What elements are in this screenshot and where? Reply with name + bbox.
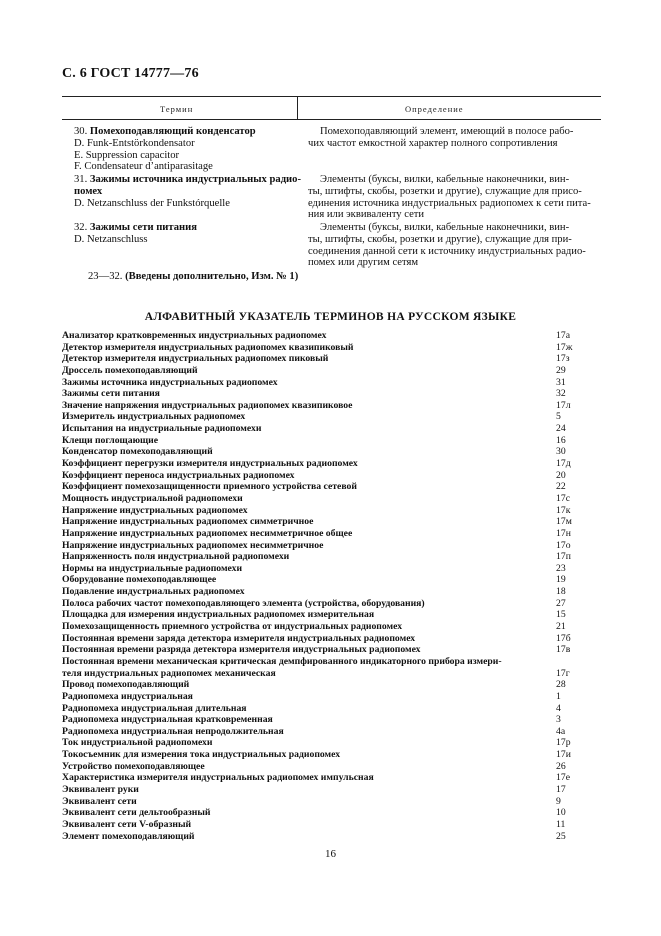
index-entry <box>62 679 601 691</box>
definition-line: ния или эквиваленту сети <box>308 209 425 221</box>
index-entry-term: Детектор измерителя индустриальных радиопомех пиковый <box>62 353 329 365</box>
index-entry-number: 18 <box>556 586 566 598</box>
index-entry-term: Клещи поглощающие <box>62 434 159 446</box>
term-number: 31. <box>74 174 88 185</box>
index-entry-number: 24 <box>556 423 566 435</box>
index-entry <box>62 423 601 435</box>
index-entry-number: 31 <box>556 376 566 388</box>
index-entry-term: Напряжение индустриальных радиопомех несимметричное общее <box>62 527 353 539</box>
index-entry-number: 29 <box>556 364 566 376</box>
index-entry <box>62 458 601 470</box>
index-entry-term: Напряжение индустриальных радиопомех <box>62 504 248 516</box>
index-entry-number: 4а <box>556 725 566 737</box>
index-entry <box>62 493 601 505</box>
index-entry-term-line: теля индустриальных радиопомех механическая <box>62 667 276 679</box>
index-entry-number: 10 <box>556 807 566 819</box>
index-entry-number: 17а <box>556 330 570 341</box>
index-entry-number: 17е <box>556 772 570 784</box>
index-entry <box>62 749 601 761</box>
index-title: АЛФАВИТНЫЙ УКАЗАТЕЛЬ ТЕРМИНОВ НА РУССКОМ ЯЗЫКЕ <box>144 311 517 323</box>
index-entry <box>62 365 601 377</box>
index-entry-term: Площадка для измерения индустриальных радиопомех измерительная <box>62 609 375 621</box>
index-entry-number: 17л <box>556 399 571 411</box>
index-entry <box>62 540 601 552</box>
index-entry-term: Зажимы сети питания <box>62 388 160 400</box>
index-entry-number: 17м <box>556 516 572 528</box>
index-entry <box>62 598 601 610</box>
index-entry-term: Анализатор кратковременных индустриальных радиопомех <box>62 330 327 341</box>
term-number: 32. <box>74 222 88 233</box>
table-top-rule <box>62 96 601 97</box>
amendment-prefix: 23—32. <box>88 271 123 282</box>
definition-line: Элементы (буксы, вилки, кабельные наконечники, вин- <box>320 174 570 185</box>
index-entry <box>62 470 601 482</box>
index-entry <box>62 446 601 458</box>
amendment-text: (Введены дополнительно, Изм. № 1) <box>125 271 299 282</box>
index-entry-term: Эквивалент сети V-образный <box>62 818 192 830</box>
index-entry <box>62 342 601 354</box>
index-entry <box>62 388 601 400</box>
index-entry-number: 5 <box>556 411 561 423</box>
index-entry-term: Элемент помехоподавляющий <box>62 830 195 842</box>
index-entry-number: 17и <box>556 749 571 761</box>
index-entry-term: Конденсатор помехоподавляющий <box>62 446 213 458</box>
index-entry-term: Дроссель помехоподавляющий <box>62 364 198 376</box>
index-entry-number: 17р <box>556 737 571 749</box>
column-header-definition: Определение <box>405 104 464 114</box>
index-entry-term: Устройство помехоподавляющее <box>62 760 205 772</box>
index-entry-term <box>62 656 502 679</box>
index-entry-term: Оборудование помехоподавляющее <box>62 574 217 586</box>
index-entry-term: Радиопомеха индустриальная кратковременная <box>62 714 273 726</box>
index-entry-number: 30 <box>556 446 566 458</box>
index-entry <box>62 807 601 819</box>
term-entry-31 <box>74 174 301 209</box>
index-entry <box>62 644 601 656</box>
index-entry <box>62 819 601 831</box>
index-entry <box>62 714 601 726</box>
index-entry-number: 17с <box>556 492 570 504</box>
index-entry-number: 17ж <box>556 341 573 353</box>
index-entry <box>62 784 601 796</box>
amendment-note <box>88 271 298 283</box>
index-entry <box>62 481 601 493</box>
index-entry-term: Радиопомеха индустриальная длительная <box>62 702 247 714</box>
term-name: Помехоподавляющий конденсатор <box>89 126 256 137</box>
index-entry-number: 3 <box>556 714 561 726</box>
index-entry <box>62 563 601 575</box>
index-entry-number: 17 <box>556 784 566 795</box>
index-entry-term: Токосъемник для измерения тока индустриальных радиопомех <box>62 749 341 761</box>
index-entry-number: 17з <box>556 353 570 365</box>
term-entry-32 <box>74 222 197 246</box>
index-entry <box>62 761 601 773</box>
definition-line: единения источника индустриальных радиопомех к сети пита- <box>308 197 591 209</box>
term-name: Зажимы источника индустриальных радио- <box>89 174 301 185</box>
index-entry <box>62 551 601 563</box>
definition-line: ты, штифты, скобы, розетки и другие), служащие для при- <box>308 233 572 245</box>
index-entry-term: Характеристика измерителя индустриальных радиопомех импульсная <box>62 772 374 784</box>
index-entry <box>62 330 601 342</box>
index-entry-number: 32 <box>556 388 566 400</box>
index-entry-number: 17к <box>556 504 571 516</box>
index-entry-number: 1 <box>556 690 561 702</box>
index-entry-term: Коэффициент помехозащищенности приемного устройства сетевой <box>62 481 357 493</box>
index-entry-term: Радиопомеха индустриальная <box>62 690 193 702</box>
definition-line: соединения данной сети к источнику индустриальных радио- <box>308 245 586 257</box>
index-entry-number: 25 <box>556 830 566 842</box>
term-german: D. Netzanschluss der Funkstórquelle <box>74 197 230 209</box>
index-entry-number: 17в <box>556 644 571 656</box>
index-entry-term: Эквивалент сети дельтообразный <box>62 807 211 819</box>
index-entry-term: Постоянная времени заряда детектора измерителя индустриальных радиопомех <box>62 632 416 644</box>
index-entry-term: Полоса рабочих частот помехоподавляющего элемента (устройства, оборудования) <box>62 597 425 609</box>
page-number: 16 <box>325 848 336 860</box>
term-entry-30 <box>74 126 256 173</box>
index-entry-term: Испытания на индустриальные радиопомехи <box>62 423 262 435</box>
index-entry-number: 9 <box>556 795 561 807</box>
index-entry-term: Напряжение индустриальных радиопомех несимметричное <box>62 539 324 551</box>
index-entry-number: 11 <box>556 818 566 830</box>
index-entry-term: Постоянная времени разряда детектора измерителя индустриальных радиопомех <box>62 644 421 656</box>
definition-line: чих частот емкостной характер полного сопротивления <box>308 137 558 149</box>
index-entry-number: 21 <box>556 621 566 633</box>
definition-30 <box>308 126 573 150</box>
index-entry <box>62 656 601 679</box>
index-entry <box>62 400 601 412</box>
index-entry-number: 20 <box>556 469 566 481</box>
index-entry <box>62 633 601 645</box>
index-entry <box>62 691 601 703</box>
index-entry-term: Зажимы источника индустриальных радиопомех <box>62 376 278 388</box>
column-header-term: Термин <box>160 104 194 114</box>
index-entry-number: 4 <box>556 702 561 714</box>
index-entry-term: Эквивалент сети <box>62 795 137 807</box>
index-entry-term: Детектор измерителя индустриальных радиопомех квазипиковый <box>62 341 354 353</box>
index-entry-term: Коэффициент перегрузки измерителя индустриальных радиопомех <box>62 458 358 470</box>
definition-31 <box>308 174 591 221</box>
index-entry-number: 17н <box>556 527 571 539</box>
definition-line: ты, штифты, скобы, розетки и другие), служащие для присо- <box>308 185 582 197</box>
index-entry-term: Напряжение индустриальных радиопомех симметричное <box>62 516 314 528</box>
term-english: E. Suppression capacitor <box>74 149 180 161</box>
index-entry <box>62 621 601 633</box>
index-entry-number: 22 <box>556 481 566 493</box>
index-entry-term: Подавление индустриальных радиопомех <box>62 586 245 598</box>
index-list <box>62 330 601 842</box>
index-entry <box>62 703 601 715</box>
index-entry-term: Нормы на индустриальные радиопомехи <box>62 562 243 574</box>
index-entry-number: 17о <box>556 539 571 551</box>
index-entry <box>62 505 601 517</box>
index-entry-number: 28 <box>556 679 566 691</box>
index-entry <box>62 609 601 621</box>
term-name: Зажимы сети питания <box>89 222 197 233</box>
index-entry-term: Мощность индустриальной радиопомехи <box>62 492 243 504</box>
index-entry-number: 15 <box>556 609 566 621</box>
index-entry <box>62 831 601 843</box>
index-entry-term: Коэффициент переноса индустриальных радиопомех <box>62 469 295 481</box>
term-name-cont: помех <box>74 185 103 197</box>
index-entry-number: 17п <box>556 551 571 563</box>
index-entry-number: 17г <box>556 667 570 679</box>
index-entry-term: Напряженность поля индустриальной радиопомехи <box>62 551 290 563</box>
index-entry <box>62 737 601 749</box>
table-header-rule <box>62 119 601 120</box>
definition-line: помех или другим сетям <box>308 257 419 269</box>
index-entry-term: Помехозащищенность приемного устройства от индустриальных радиопомех <box>62 621 403 633</box>
term-german: D. Netzanschluss <box>74 233 148 245</box>
index-entry <box>62 586 601 598</box>
index-entry-term: Радиопомеха индустриальная непродолжительная <box>62 725 284 737</box>
index-entry <box>62 516 601 528</box>
index-entry <box>62 377 601 389</box>
index-entry-term: Провод помехоподавляющий <box>62 679 190 691</box>
index-entry-number: 23 <box>556 562 566 574</box>
term-german: D. Funk-Entstörkondensator <box>74 137 195 149</box>
index-entry-term: Измеритель индустриальных радиопомех <box>62 411 246 423</box>
index-entry <box>62 528 601 540</box>
term-number: 30. <box>74 126 88 137</box>
index-entry <box>62 353 601 365</box>
index-entry-number: 27 <box>556 597 566 609</box>
index-entry <box>62 726 601 738</box>
index-entry-number: 17д <box>556 458 571 470</box>
index-entry-number: 26 <box>556 760 566 772</box>
index-entry-term: Значение напряжения индустриальных радиопомех квазипиковое <box>62 399 353 411</box>
index-entry-term: Эквивалент руки <box>62 784 139 795</box>
index-entry <box>62 411 601 423</box>
index-entry <box>62 796 601 808</box>
table-column-divider <box>297 96 298 119</box>
index-entry-number: 16 <box>556 434 566 446</box>
definition-line: Элементы (буксы, вилки, кабельные наконечники, вин- <box>320 222 570 233</box>
page-header: С. 6 ГОСТ 14777—76 <box>62 66 199 81</box>
index-entry-number: 19 <box>556 574 566 586</box>
index-entry-term: Ток индустриальной радиопомехи <box>62 737 213 749</box>
definition-line: Помехоподавляющий элемент, имеющий в полосе рабо- <box>320 126 574 137</box>
index-entry <box>62 435 601 447</box>
index-entry <box>62 574 601 586</box>
index-entry <box>62 772 601 784</box>
term-french: F. Condensateur d’antiparasitage <box>74 161 213 173</box>
index-entry-number: 17б <box>556 632 571 644</box>
definition-32 <box>308 222 586 269</box>
index-entry-term-line: Постоянная времени механическая критическая демпфированного индикаторного прибора измери- <box>62 655 502 667</box>
